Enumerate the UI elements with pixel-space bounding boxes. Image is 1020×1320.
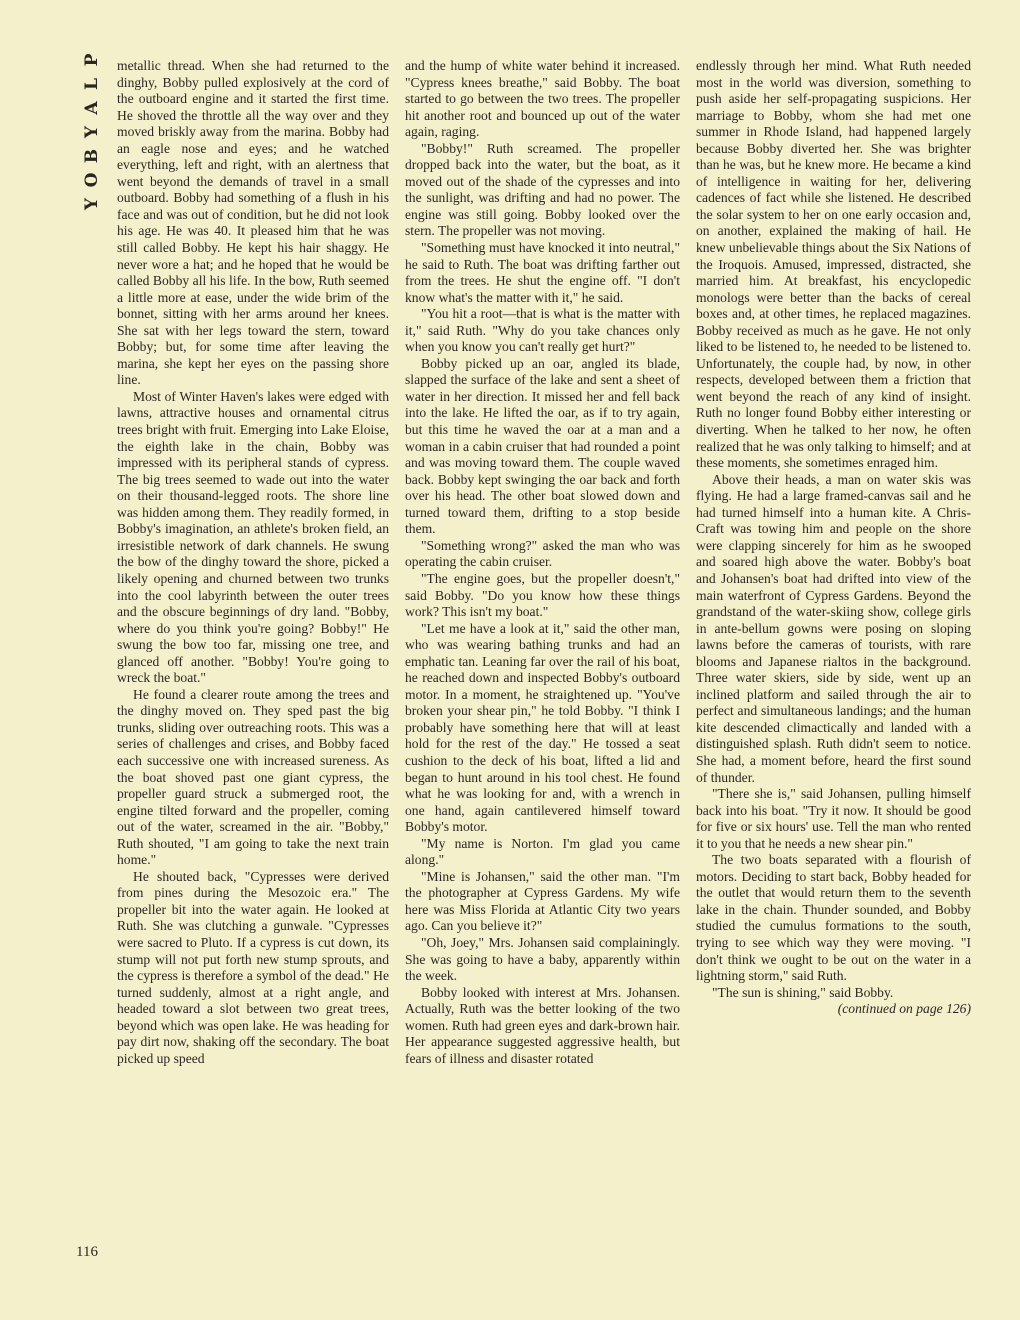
text-column-3 (696, 58, 971, 1018)
continued-notice: (continued on page 126) (837, 1001, 971, 1017)
paragraph: "My name is Norton. I'm glad you came along." (405, 835, 680, 868)
paragraph: "The sun is shining," said Bobby. (712, 984, 894, 1000)
letter: A (82, 101, 102, 115)
paragraph: He found a clearer route among the trees and the dinghy moved on. They sped past the big trunks, sliding over outreaching roots. This was a series of challenges and crises, and Bobby faced each successive one with increased sureness. As the boat shoved past one giant cypress, the propeller guard struck a submerged root, the engine tilted forward and the propeller, coming out of the water, screamed in the air. "Bobby," Ruth shouted, "I am going to take the next train home." (117, 686, 389, 868)
paragraph: Bobby looked with interest at Mrs. Johansen. Actually, Ruth was the better looking of the two women. Ruth had green eyes and dark-brown hair. Her appearance suggested aggressive health, but fears of illness and disaster rotated (405, 984, 680, 1066)
paragraph: "Something wrong?" asked the man who was operating the cabin cruiser. (405, 537, 680, 570)
text-column-1 (117, 58, 389, 1067)
paragraph: Above their heads, a man on water skis was flying. He had a large framed-canvas sail and he had turned himself into a human kite. A Chris-Craft was towing him and people on the shore were clapping sincerely for him as he swooped and soared high above the water. Bobby's boat and Johansen's boat had drifted into view of the main waterfront of Cypress Gardens. Beyond the grandstand of the water-skiing show, college girls in ante-bellum gowns were posing on sloping lawns before the cameras of tourists, with rare blooms and Japanese rialtos in the background. Three water skiers, side by side, went up an inclined platform and sailed through the air to perfect and simultaneous landings; and the human kite descended climactically and landed with a distinguished splash. Ruth didn't seem to notice. She had, a moment before, heard the first sound of thunder. (696, 471, 971, 785)
letter: O (82, 172, 102, 188)
letter: B (82, 148, 102, 164)
text-column-2 (405, 58, 680, 1067)
paragraph: "There she is," said Johansen, pulling himself back into his boat. "Try it now. It should be good for five or six hours' use. Tell the man who rented it to you that he needs a new shear pin." (696, 786, 971, 851)
paragraph: "Something must have knocked it into neutral," he said to Ruth. The boat was drifting farther out from the trees. He shut the engine off. "I don't know what's the matter with it," he said. (405, 240, 680, 305)
paragraph: metallic thread. When she had returned to the dinghy, Bobby pulled explosively at the cord of the outboard engine and it started the first time. He shoved the throttle all the way over and they moved briskly away from the marina. Bobby had an eagle nose and eyes; and he watched everything, left and right, with an alertness that went beyond the demands of travel in a small outboard. Bobby had something of a flush in his face and was out of condition, but he did not look his age. He was 40. It pleased him that he was still called Bobby. He kept his hair shaggy. He never wore a hat; and he hoped that he would be called Bobby all his life. In the bow, Ruth seemed a little more at ease, under the wide brim of the bonnet, sitting with her arms around her knees. She sat with her legs toward the stern, toward Bobby; but, for some time after leaving the marina, she kept her eyes on the passing shore line. (117, 58, 389, 388)
page-number: 116 (76, 1244, 98, 1260)
letter: L (82, 78, 102, 90)
paragraph: "Let me have a look at it," said the other man, who was wearing bathing trunks and had an emphatic tan. Leaning far over the rail of his boat, he reached down and inspected Bobby's outboard motor. In a moment, he straightened up. "You've broken your shear pin," he told Bobby. "I think I probably have something here that will at least hold for the rest of the day." He tossed a seat cushion to the deck of his boat, lifted a lid and began to hunt around in his tool chest. He found what he was looking for and, with a wrench in one hand, again cantilevered himself toward Bobby's motor. (405, 620, 680, 835)
paragraph: "The engine goes, but the propeller doesn't," said Bobby. "Do you know how these things work? This isn't my boat." (405, 570, 680, 620)
paragraph: "Bobby!" Ruth screamed. The propeller dropped back into the water, but the boat, as it moved out of the shade of the cypresses and into the sunlight, was drifting and had no power. The engine was still going. Bobby looked over the stern. The propeller was not moving. (405, 140, 680, 239)
paragraph: "Oh, Joey," Mrs. Johansen said complainingly. She was going to have a baby, apparently within the week. (405, 934, 680, 984)
paragraph: The two boats separated with a flourish of motors. Deciding to start back, Bobby headed for the outlet that would return them to the seventh lake in the chain. Thunder sounded, and Bobby studied the cumulus formations to the south, trying to see which way they were moving. "I don't think we ought to be out on the water in a lightning storm," said Ruth. (696, 852, 971, 984)
paragraph: endlessly through her mind. What Ruth needed most in the world was diversion, something to push aside her self-propagating suspicions. Her marriage to Bobby, whom she had met one summer in Rhode Island, had happened largely because Bobby diverted her. She was brighter than he was, but he knew more. He became a kind of intelligence in waiting for her, delivering cadences of fact while she listened. He described the solar system to her on one early occasion and, on another, explained the making of hail. He knew unbelievable things about the Six Nations of the Iroquois. Amused, impressed, distracted, she married him. At breakfast, his encyclopedic monologs were better than the backs of cereal boxes and, at other times, he replaced magazines. Bobby received as much as he gave. He not only liked to be listened to, he needed to be listened to. Unfortunately, the couple had, by now, in other respects, developed between them a friction that went beyond the reach of any kind of insight. Ruth no longer found Bobby either interesting or diverting. When he talked to her now, he often realized that he was only talking to himself; and at these moments, she sometimes enraged him. (696, 58, 971, 471)
letter: P (82, 53, 102, 67)
paragraph: "Mine is Johansen," said the other man. "I'm the photographer at Cypress Gardens. My wife here was Miss Florida at Atlantic City two years ago. Can you believe it?" (405, 868, 680, 934)
paragraph: Bobby picked up an oar, angled its blade, slapped the surface of the lake and sent a sheet of water in her direction. It missed her and fell back into the lake. He lifted the oar, as if to try again, but this time he waved the oar at a man and a woman in a cabin cruiser that had rounded a point and was moving toward them. The couple waved back. Bobby kept swinging the oar back and forth over his head. The other boat slowed down and turned toward them, drifting to a stop beside them. (405, 355, 680, 537)
letter: Y (82, 197, 102, 211)
paragraph: and the hump of white water behind it increased. "Cypress knees breathe," said Bobby. The boat started to go between the two trees. The propeller hit another root and bounced up out of the water again, raging. (405, 58, 680, 140)
magazine-name-vertical (82, 48, 102, 216)
letter: Y (82, 125, 102, 139)
paragraph: "You hit a root—that is what is the matter with it," said Ruth. "Why do you take chances only when you know you can't really get hurt?" (405, 306, 680, 355)
paragraph: He shouted back, "Cypresses were derived from pines during the Mesozoic era." The propeller bit into the water again. He looked at Ruth. She was clutching a gunwale. "Cypresses were sacred to Pluto. If a cypress is cut down, its stump will not put forth new stump sprouts, and the cypress is therefore a symbol of the dead." He turned suddenly, almost at a right angle, and headed toward a slot between two great trees, beyond which was open lake. He was heading for pay dirt now, shaking off the secondary. The boat picked up speed (117, 868, 389, 1066)
paragraph: Most of Winter Haven's lakes were edged with lawns, attractive houses and ornamental citrus trees bright with fruit. Emerging into Lake Eloise, the eighth lake in the chain, Bobby was impressed with its peripheral stands of cypress. The big trees seemed to wade out into the water on their thousand-legged roots. The shore line was hidden among them. They readily formed, in Bobby's imagination, an athlete's broken field, an irresistible network of dark channels. He swung the bow of the dinghy toward the shore, picked a likely opening and churned between two trunks into the cool labyrinth between the outer trees and the obscure beginnings of dry land. "Bobby, where do you think you're going? Bobby!" He swung the bow too far, missing one tree, and glanced off another. "Bobby! You're going to wreck the boat." (117, 388, 389, 686)
